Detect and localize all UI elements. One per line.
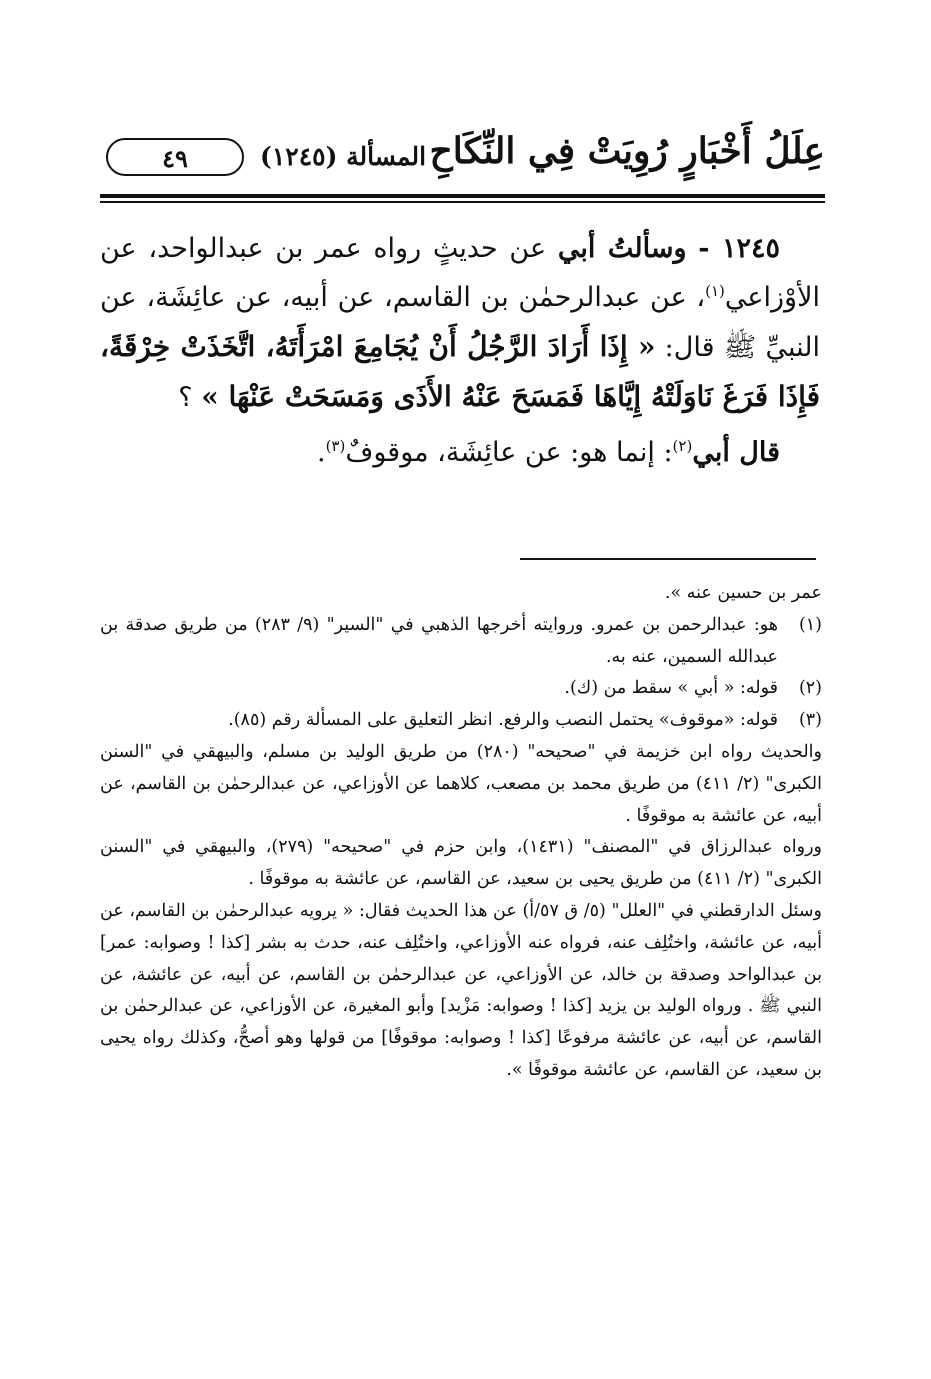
reply-paragraph	[100, 428, 820, 477]
chain-text: ، عن عبدالرحمٰن بن القاسم، عن أبيه، عن عائِشَة، عن النبيِّ ﷺ قال:	[100, 282, 820, 363]
footnote-ref-2[interactable]: (٢)	[672, 437, 693, 455]
page-number-badge: ٤٩	[106, 138, 244, 176]
main-text	[100, 224, 820, 477]
footnote-1	[100, 610, 822, 674]
footnote-text-1: هو: عبدالرحمن بن عمرو. وروايته أخرجها الذهبي في "السير" (٩/ ٢٨٣) من طريق صدقة بن عبدالله السمين، عنه به.	[100, 614, 779, 667]
issue-label: المسألة (١٢٤٥)	[260, 142, 427, 171]
reply-end: .	[316, 437, 326, 468]
footnote-3	[100, 705, 822, 737]
footnote-marker-2: (٢)	[798, 678, 822, 699]
hadith-text: « إِذَا أَرَادَ الرَّجُلُ أَنْ يُجَامِعَ امْرَأَتَهُ، اتَّخَذَتْ خِرْقَةً، فَإِذَا فَرَغَ نَاوَلَتْهُ إِيَّاهَا فَمَسَحَ عَنْهُ الأَذَى وَمَسَحَتْ عَنْهَا »	[100, 330, 820, 413]
question-paragraph	[100, 224, 820, 422]
footnote-ref-3[interactable]: (٣)	[325, 437, 346, 455]
header-rule-thin	[100, 201, 825, 203]
lead-bold: وسألتُ أبي	[557, 233, 687, 264]
footnote-text-3: قوله: «موقوف» يحتمل النصب والرفع. انظر التعليق على المسألة رقم (٨٥).	[228, 710, 778, 731]
footnote-ref-1[interactable]: (١)	[705, 282, 725, 300]
lead-text: عن حديثٍ رواه عمر بن عبدالواحد، عن الأوْزاعي	[100, 233, 820, 313]
footnote-separator	[520, 558, 816, 560]
footnote-marker-3: (٣)	[798, 710, 822, 731]
header-rule-thick	[100, 194, 825, 198]
reply-text: : إنما هو: عن عائِشَة، موقوفٌ	[345, 437, 673, 468]
footnotes	[100, 578, 822, 1087]
footnote-marker-1: (١)	[798, 614, 822, 635]
footnote-text-2: قوله: « أبي » سقط من (ك).	[564, 678, 778, 699]
issue-number: ١٢٤٥ -	[698, 233, 780, 264]
question-mark: ؟	[178, 382, 193, 413]
footnote-2	[100, 673, 822, 705]
page-header	[100, 128, 825, 190]
footnote-paragraph-3: وسئل الدارقطني في "العلل" (٥/ ق ٥٧/أ) عن هذا الحديث فقال: « يرويه عبدالرحمٰن بن القاسم، عن أبيه، عن عائشة، واختُلِف عنه، فرواه عنه الأوزاعي، واختُلِف عنه، حدث به بشر [كذا ! وصوابه: عمر] بن عبدالواحد وصدقة بن خالد، عن الأوزاعي، عن عبدالرحمٰن بن القاسم، عن أبيه، عن عائشة، عن النبي ﷺ . ورواه الوليد بن يزيد [كذا ! وصوابه: مَزْيد] وأبو المغيرة، عن الأوزاعي، عن عبدالرحمٰن بن القاسم، عن أبيه، عن عائشة مرفوعًا [كذا ! وصوابه: موقوفًا] من قولها وهو أصحُّ، وكذلك رواه يحيى بن سعيد، عن القاسم، عن عائشة موقوفًا ».	[100, 900, 822, 1080]
book-title: عِلَلُ أَخْبَارٍ رُوِيَتْ فِي النِّكَاحِ	[429, 130, 825, 172]
reply-bold: قال أبي	[692, 437, 780, 468]
footnote-paragraph-1: والحديث رواه ابن خزيمة في "صحيحه" (٢٨٠) من طريق الوليد بن مسلم، والبيهقي في "السنن الكبرى" (٢/ ٤١١) من طريق محمد بن مصعب، كلاهما عن الأوزاعي، عن عبدالرحمٰن بن القاسم، عن أبيه، عن عائشة به موقوفًا .	[100, 741, 823, 826]
footnote-paragraph-2: ورواه عبدالرزاق في "المصنف" (١٤٣١)، وابن حزم في "صحيحه" (٢٧٩)، والبيهقي في "السنن الكبرى" (٢/ ٤١١) من طريق يحيى بن سعيد، عن القاسم، عن عائشة به موقوفًا .	[100, 837, 822, 890]
footnote-continuation: عمر بن حسين عنه ».	[664, 583, 822, 603]
